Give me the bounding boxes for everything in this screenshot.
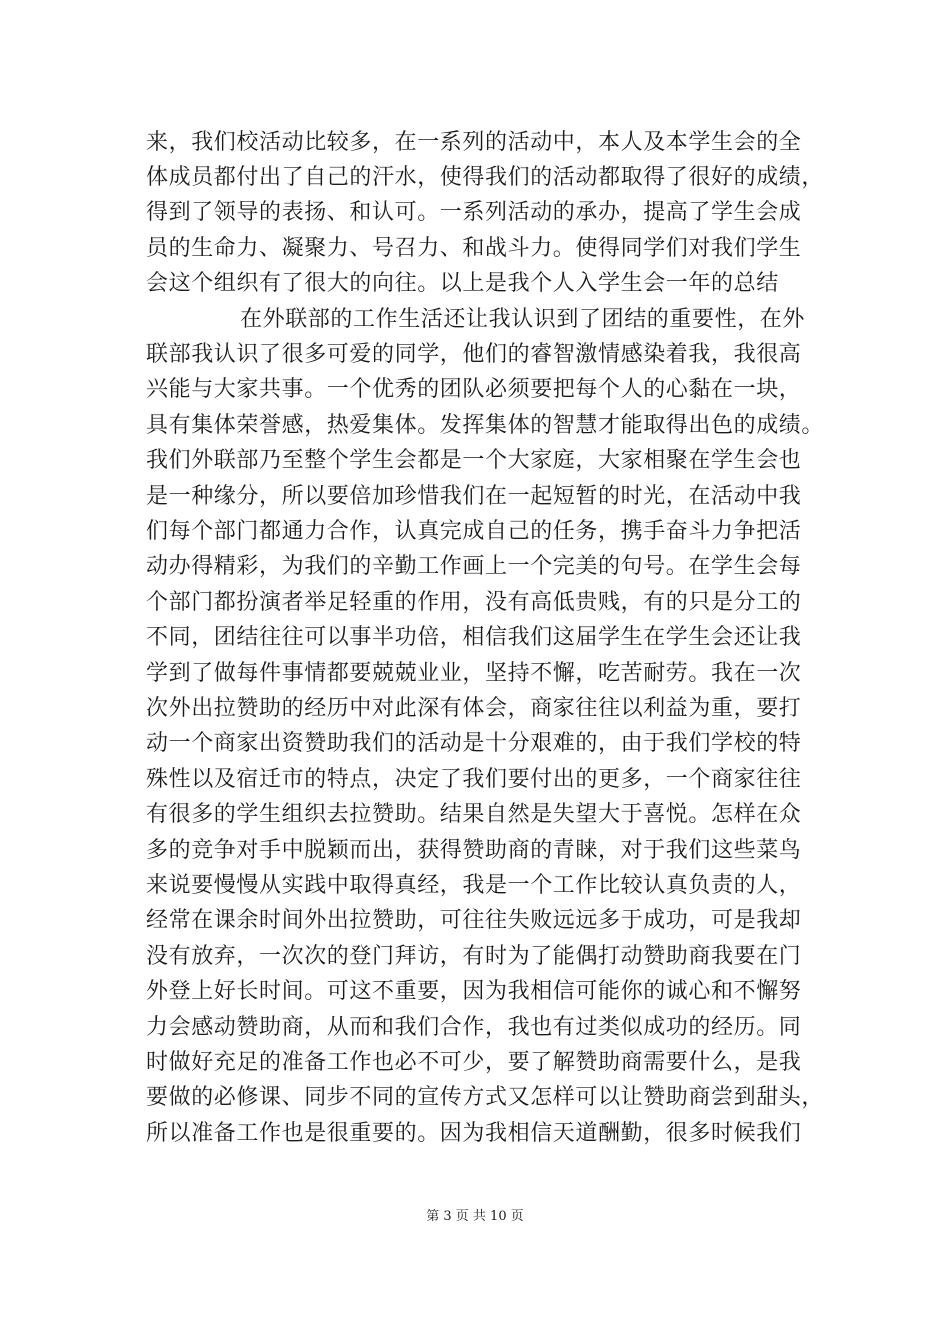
text-line: 力会感动赞助商，从而和我们合作，我也有过类似成功的经历。同 bbox=[146, 1015, 802, 1040]
text-line: 不同，团结往往可以事半功倍，相信我们这届学生在学生会还让我 bbox=[146, 625, 802, 650]
text-line: 有很多的学生组织去拉赞助。结果自然是失望大于喜悦。怎样在众 bbox=[146, 802, 802, 827]
page-number-footer: 第 3 页 共 10 页 bbox=[426, 1209, 524, 1224]
text-line: 殊性以及宿迁市的特点，决定了我们要付出的更多，一个商家往往 bbox=[146, 767, 802, 792]
text-line: 个部门都扮演者举足轻重的作用，没有高低贵贱，有的只是分工的 bbox=[146, 590, 802, 615]
text-line: 们每个部门都通力合作，认真完成自己的任务，携手奋斗力争把活 bbox=[146, 519, 802, 544]
text-line: 学到了做每件事情都要兢兢业业，坚持不懈，吃苦耐劳。我在一次 bbox=[146, 661, 802, 686]
text-line: 动办得精彩，为我们的辛勤工作画上一个完美的句号。在学生会每 bbox=[146, 554, 802, 579]
text-line: 兴能与大家共事。一个优秀的团队必须要把每个人的心黏在一块， bbox=[146, 377, 802, 402]
text-line: 要做的必修课、同步不同的宣传方式又怎样可以让赞助商尝到甜头， bbox=[146, 1085, 825, 1110]
text-line: 我们外联部乃至整个学生会都是一个大家庭，大家相聚在学生会也 bbox=[146, 448, 802, 473]
text-line: 来说要慢慢从实践中取得真经，我是一个工作比较认真负责的人， bbox=[146, 873, 802, 898]
text-line: 时做好充足的准备工作也必不可少，要了解赞助商需要什么，是我 bbox=[146, 1050, 802, 1075]
paragraph-start-line: 在外联部的工作生活还让我认识到了团结的重要性，在外 bbox=[240, 307, 806, 332]
text-line: 所以准备工作也是很重要的。因为我相信天道酬勤，很多时候我们 bbox=[146, 1121, 802, 1146]
text-line: 会这个组织有了很大的向往。以上是我个人入学生会一年的总结 bbox=[146, 271, 779, 296]
text-line: 具有集体荣誉感，热爱集体。发挥集体的智慧才能取得出色的成绩。 bbox=[146, 413, 825, 438]
text-line: 没有放弃，一次次的登门拜访，有时为了能偶打动赞助商我要在门 bbox=[146, 944, 802, 969]
text-line: 体成员都付出了自己的汗水，使得我们的活动都取得了很好的成绩， bbox=[146, 165, 825, 190]
text-line: 是一种缘分，所以要倍加珍惜我们在一起短暂的时光，在活动中我 bbox=[146, 484, 802, 509]
text-line: 经常在课余时间外出拉赞助，可往往失败远远多于成功，可是我却 bbox=[146, 908, 802, 933]
text-line: 动一个商家出资赞助我们的活动是十分艰难的，由于我们学校的特 bbox=[146, 731, 802, 756]
text-line: 多的竞争对手中脱颖而出，获得赞助商的青睐，对于我们这些菜鸟 bbox=[146, 838, 802, 863]
text-line: 来，我们校活动比较多，在一系列的活动中，本人及本学生会的全 bbox=[146, 130, 802, 155]
text-line: 得到了领导的表扬、和认可。一系列活动的承办，提高了学生会成 bbox=[146, 200, 802, 225]
text-line: 联部我认识了很多可爱的同学，他们的睿智激情感染着我，我很高 bbox=[146, 342, 802, 367]
text-line: 外登上好长时间。可这不重要，因为我相信可能你的诚心和不懈努 bbox=[146, 979, 802, 1004]
text-line: 员的生命力、凝聚力、号召力、和战斗力。使得同学们对我们学生 bbox=[146, 236, 802, 261]
text-line: 次外出拉赞助的经历中对此深有体会，商家往往以利益为重，要打 bbox=[146, 696, 802, 721]
